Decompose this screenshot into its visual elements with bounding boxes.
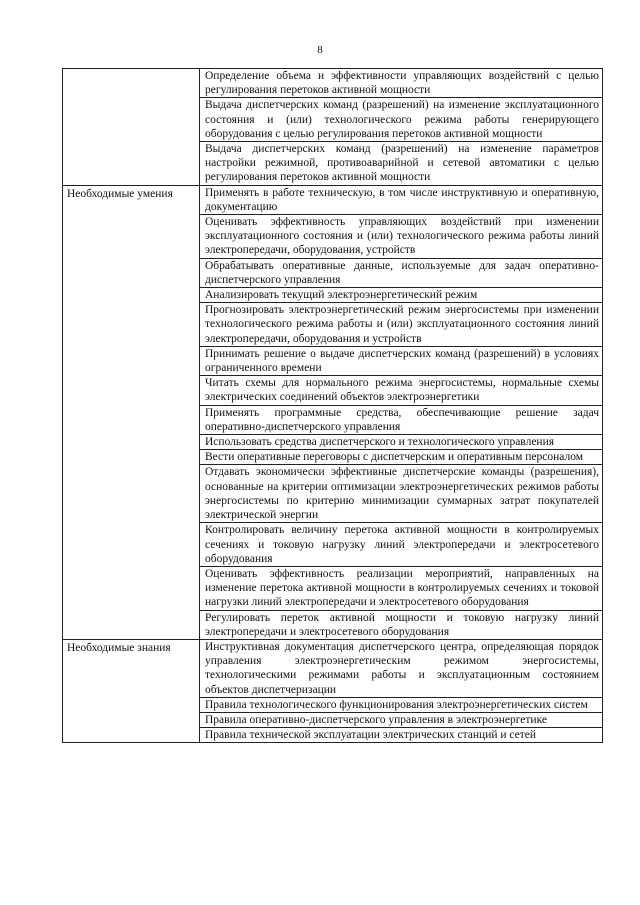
list-item: Определение объема и эффективности управляющих воздействий с целью регулирования перетоков активной мощности [200, 69, 602, 98]
table-row [63, 639, 603, 742]
list-item: Вести оперативные переговоры с диспетчерским и оперативным персоналом [200, 450, 602, 465]
row-label [63, 69, 199, 71]
list-item: Выдача диспетчерских команд (разрешений) на изменение эксплуатационного состояния и (или) технологического режима работы генерирующего оборудования с целью регулирования перетоков активной мощности [200, 98, 602, 142]
row-label-cell [63, 69, 200, 186]
list-item: Прогнозировать электроэнергетический режим энергосистемы при изменении технологического режима работы и (или) эксплуатационного состояния линий электропередачи, оборудования и устройств [200, 303, 602, 347]
list-item: Правила технологического функционирования электроэнергетических систем [200, 698, 602, 713]
row-label-knowledge: Необходимые знания [67, 641, 171, 654]
table-row [63, 69, 603, 186]
list-item: Отдавать экономически эффективные диспетчерские команды (разрешения), основанные на критерии оптимизации электроэнергетических режимов работы энергосистемы по критерию минимизации суммарных затрат покупателей электрической энергии [200, 465, 602, 523]
list-item: Правила оперативно-диспетчерского управления в электроэнергетике [200, 713, 602, 728]
list-item: Применять программные средства, обеспечивающие решение задач оперативно-диспетчерского управления [200, 406, 602, 435]
row-label-skills: Необходимые умения [67, 187, 173, 200]
list-item: Регулировать переток активной мощности и токовую нагрузку линий электропередачи и электросетевого оборудования [205, 611, 599, 638]
list-item: Инструктивная документация диспетчерского центра, определяющая порядок управления электроэнергетическим режимом энергосистемы, технологическими режимами работы и эксплуатационным состоянием объектов диспетчеризации [200, 640, 602, 698]
list-item: Принимать решение о выдаче диспетчерских команд (разрешений) в условиях ограниченного времени [200, 347, 602, 376]
row-items-cell [200, 639, 603, 742]
list-item: Обрабатывать оперативные данные, используемые для задач оперативно-диспетчерского управления [200, 259, 602, 288]
list-item: Применять в работе техническую, в том числе инструктивную и оперативную, документацию [200, 186, 602, 215]
list-item: Использовать средства диспетчерского и технологического управления [200, 435, 602, 450]
list-item: Оценивать эффективность реализации мероприятий, направленных на изменение перетока активной мощности в контролируемых сечениях и токовой нагрузки линий электропередачи и электросетевого оборудования [200, 567, 602, 611]
requirements-table [62, 68, 603, 743]
list-item: Контролировать величину перетока активной мощности в контролируемых сечениях и токовую нагрузку линий электропередачи и электросетевого оборудования [200, 523, 602, 567]
list-item: Выдача диспетчерских команд (разрешений) на изменение параметров настройки режимной, противоаварийной и сетевой автоматики с целью регулирования перетоков активной мощности [205, 143, 599, 184]
list-item: Анализировать текущий электроэнергетический режим [200, 288, 602, 303]
table-row [63, 185, 603, 639]
list-item: Читать схемы для нормального режима энергосистемы, нормальные схемы электрических соединений объектов электроэнергетики [200, 376, 602, 405]
list-item: Оценивать эффективность управляющих воздействий при изменении эксплуатационного состояния и (или) технологического режима работы линий электропередачи, оборудования, устройств [200, 215, 602, 259]
row-label-cell [63, 185, 200, 639]
row-items-cell [200, 185, 603, 639]
row-items-cell [200, 69, 603, 186]
row-label-cell [63, 639, 200, 742]
list-item: Правила технической эксплуатации электрических станций и сетей [205, 729, 537, 742]
page-number: 8 [317, 44, 323, 56]
